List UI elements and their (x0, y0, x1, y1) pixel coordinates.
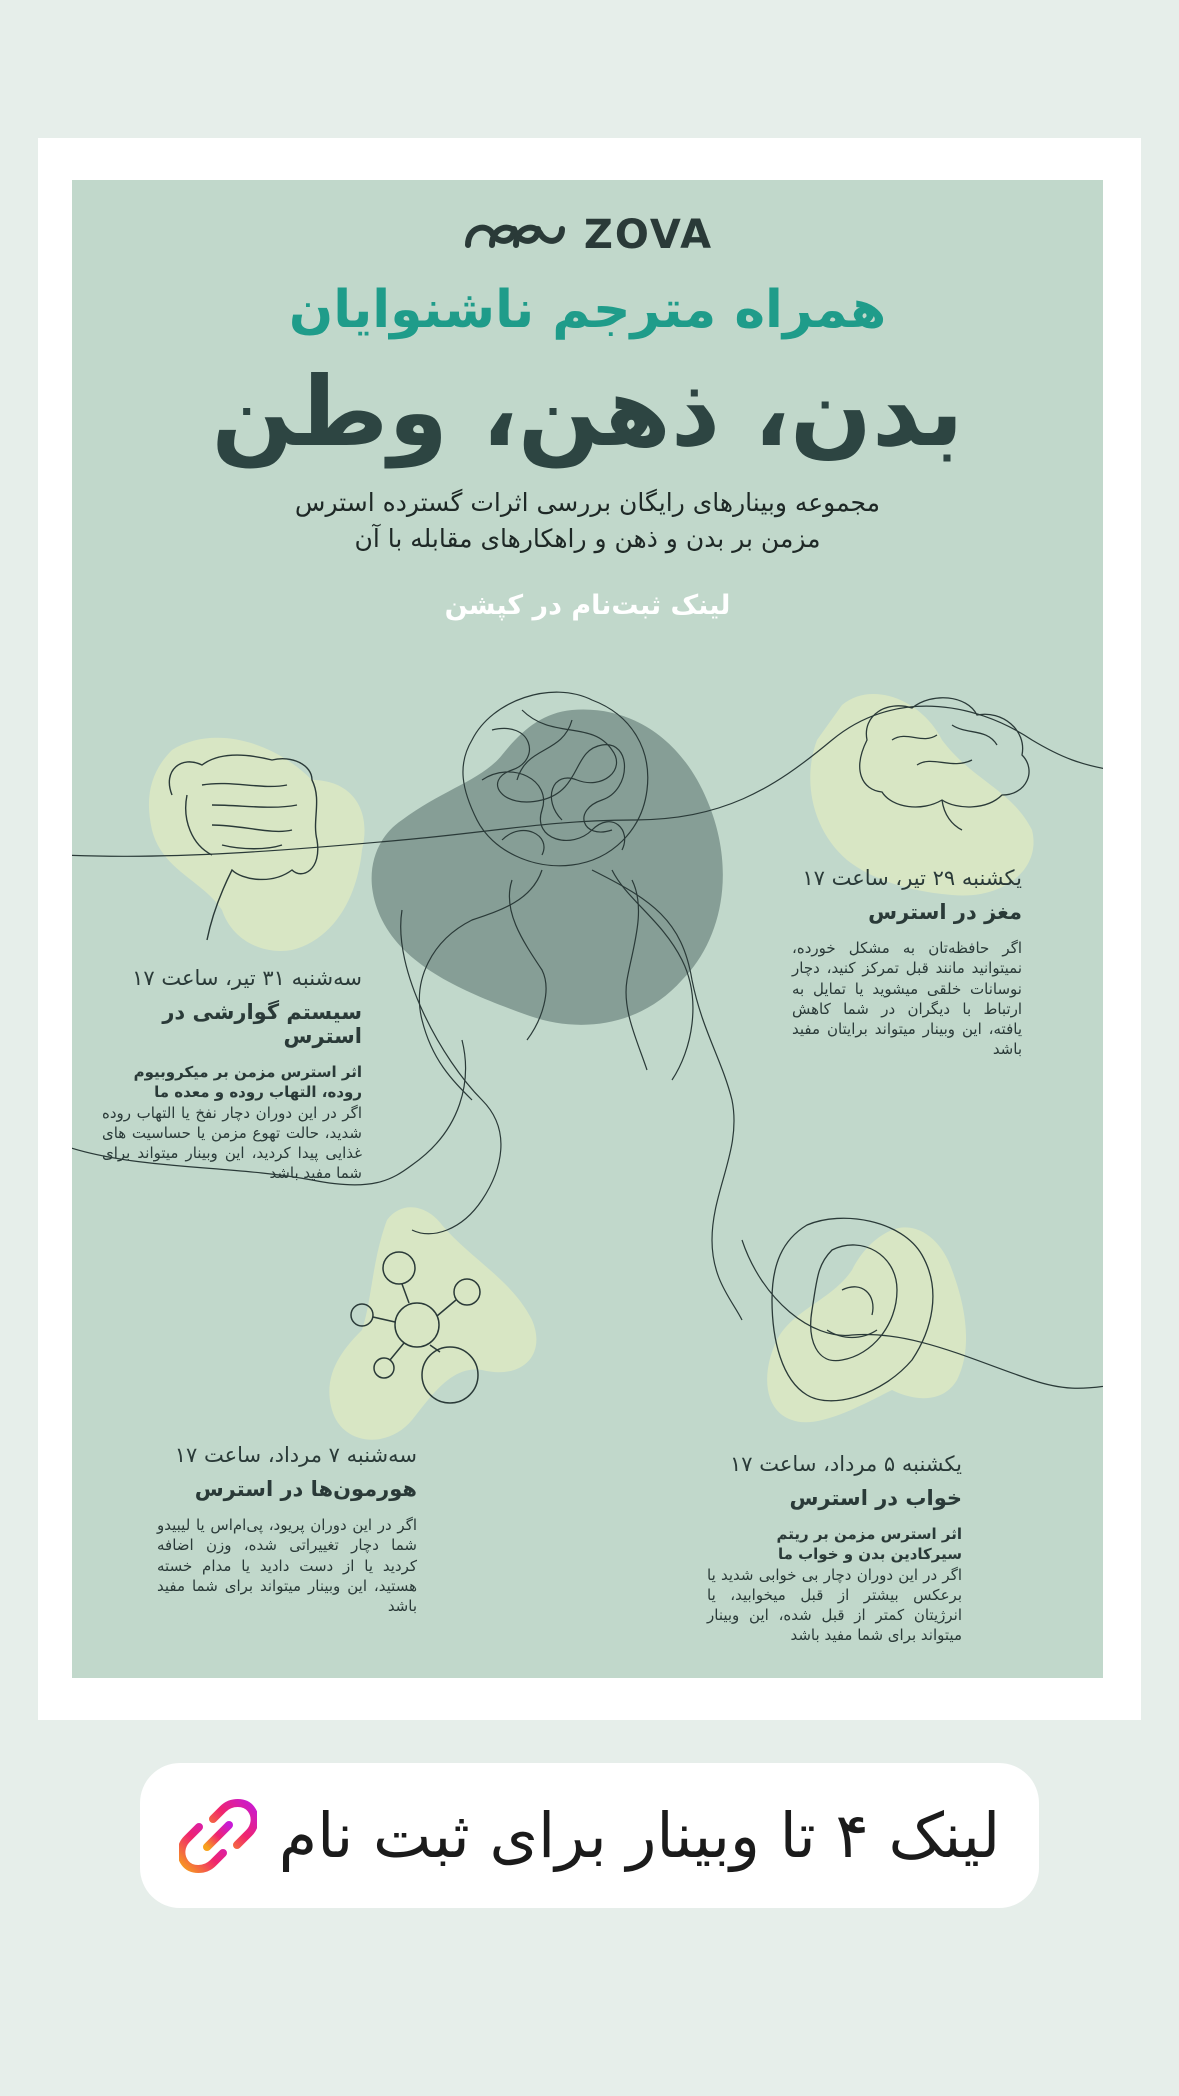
session-body: اگر در این دوران دچار بی خوابی شدید یا برعکس بیشتر از قبل میخوابید، یا انرژیتان کمتر از قبل شده، این وبینار میتواند برای شما مفید باشد (707, 1565, 962, 1645)
register-link-text: لینک ۴ تا وبینار برای ثبت نام (278, 1799, 1001, 1872)
register-text: لینک ثبت‌نام در کپشن (444, 590, 731, 621)
head-blob (372, 710, 723, 1025)
logo-text: ZOVA (583, 212, 714, 258)
session-date: یکشنبه ۵ مرداد، ساعت ۱۷ (730, 1452, 962, 1476)
session-name: مغز در استرس (868, 900, 1022, 924)
description-line-1: مجموعه وبینارهای رایگان بررسی اثرات گسترده استرس (294, 488, 881, 517)
session-name: خواب در استرس (789, 1486, 962, 1510)
session-digestive (102, 966, 362, 1184)
webinar-poster (72, 180, 1103, 1678)
register-link-button[interactable] (140, 1763, 1039, 1908)
description-line-2: مزمن بر بدن و ذهن و راهکارهای مقابله با آن (354, 524, 821, 554)
zova-logo (72, 210, 1103, 260)
session-date: سه‌شنبه ۷ مرداد، ساعت ۱۷ (174, 1443, 417, 1467)
session-highlight: اثر استرس مزمن بر ریتم سیرکادین بدن و خواب ما (776, 1525, 962, 1564)
zova-wave-logo-icon (462, 217, 572, 253)
page-title: بدن، ذهن، وطن (211, 356, 964, 468)
session-hormones (157, 1443, 417, 1616)
link-icon (179, 1797, 257, 1875)
session-brain (792, 866, 1022, 1060)
session-name: سیستم گوارشی در استرس (162, 1000, 362, 1048)
description (192, 485, 983, 558)
session-date: سه‌شنبه ۳۱ تیر، ساعت ۱۷ (132, 966, 362, 990)
session-body: اگر در این دوران پریود، پی‌ام‌اس یا لیبیدو شما دچار تغییراتی شده، وزن اضافه کردید یا از دست دادید یا مدام خسته هستید، این وبینار میتواند برای شما مفید باشد (157, 1516, 417, 1615)
session-sleep (707, 1452, 962, 1646)
intestine-blob (149, 738, 365, 951)
session-date: یکشنبه ۲۹ تیر، ساعت ۱۷ (802, 866, 1022, 890)
session-body: اگر حافظه‌تان به مشکل خورده، نمیتوانید مانند قبل تمرکز کنید، دچار نوسانات خلقی میشوید یا تمایل به ارتباط با دیگران در شما کاهش یافته، این وبینار میتواند برایتان مفید باشد (792, 939, 1022, 1059)
subtitle: همراه مترجم ناشنوایان (288, 280, 887, 340)
session-highlight: اثر استرس مزمن بر میکروبیوم روده، التهاب روده و معده ما (133, 1063, 362, 1102)
session-name: هورمون‌ها در استرس (194, 1477, 417, 1501)
molecule-blob (329, 1207, 536, 1439)
session-body: اگر در این دوران دچار نفخ یا التهاب روده شدید، حالت تهوع مزمن یا حساسیت های غذایی پیدا کردید، این وبینار میتواند برای شما مفید باشد (102, 1103, 362, 1183)
